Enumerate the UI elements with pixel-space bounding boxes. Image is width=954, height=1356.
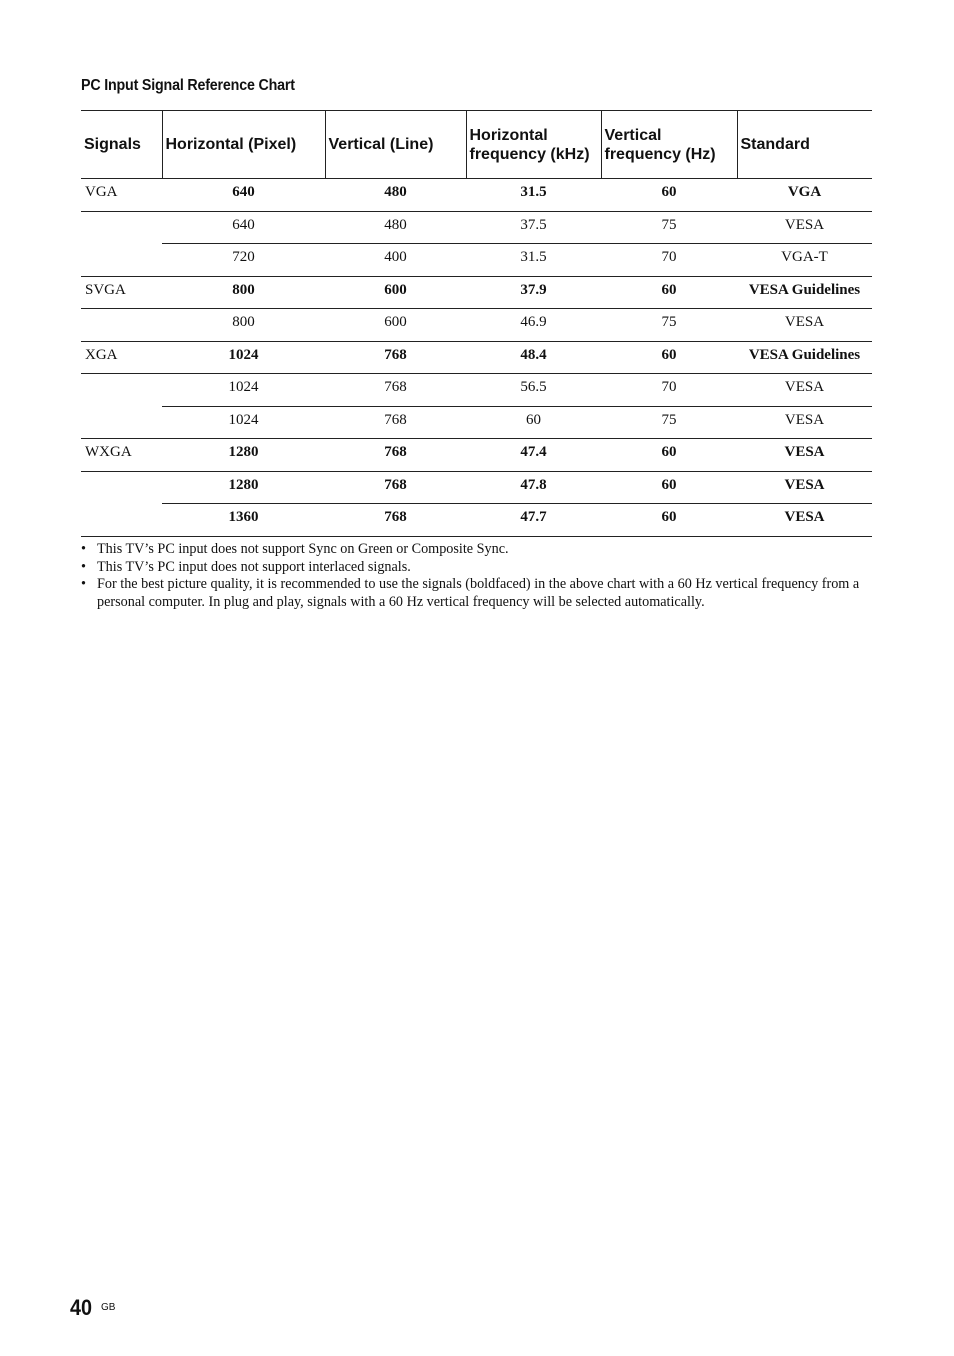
cell-vertical-frequency: 75 [601,211,737,244]
header-horizontal-frequency: Horizontal frequency (kHz) [466,111,601,179]
table-row [81,439,872,472]
cell-vertical-line: 768 [325,406,466,439]
table-row [81,471,872,504]
table-row [81,341,872,374]
cell-signal [81,504,162,537]
cell-horizontal-frequency: 47.7 [466,504,601,537]
cell-vertical-frequency: 75 [601,406,737,439]
cell-standard: VESA [737,471,872,504]
cell-signal [81,374,162,407]
note-text: For the best picture quality, it is recommended to use the signals (boldfaced) in the above chart with a 60 Hz vertical frequency from a personal computer. In plug and play, signals with a 60 Hz vertical frequency will be selected automatically. [97,576,860,610]
table-row [81,244,872,277]
cell-vertical-line: 480 [325,179,466,212]
cell-standard: VESA [737,211,872,244]
table-row [81,374,872,407]
cell-vertical-frequency: 70 [601,244,737,277]
page-number: 40 [70,1295,93,1320]
bullet-icon: • [81,576,86,592]
bullet-icon: • [81,558,86,575]
cell-horizontal-frequency: 60 [466,406,601,439]
cell-vertical-frequency: 60 [601,504,737,537]
cell-horizontal-frequency: 46.9 [466,309,601,342]
table-row [81,406,872,439]
note-text: This TV’s PC input does not support Sync on Green or Composite Sync. [97,541,509,557]
cell-horizontal-frequency: 31.5 [466,244,601,277]
cell-horizontal-pixel: 800 [162,309,325,342]
header-horizontal-pixel: Horizontal (Pixel) [162,111,325,179]
header-standard: Standard [737,111,872,179]
cell-horizontal-pixel: 1280 [162,471,325,504]
table-row [81,276,872,309]
cell-standard: VESA Guidelines [737,341,872,374]
cell-signal: WXGA [81,439,162,472]
cell-vertical-line: 768 [325,374,466,407]
cell-signal [81,211,162,244]
cell-horizontal-frequency: 37.9 [466,276,601,309]
cell-horizontal-pixel: 1024 [162,406,325,439]
cell-signal: VGA [81,179,162,212]
table-row [81,211,872,244]
cell-vertical-frequency: 60 [601,471,737,504]
cell-vertical-line: 768 [325,471,466,504]
note-item [81,559,881,577]
cell-signal [81,309,162,342]
cell-signal: XGA [81,341,162,374]
cell-horizontal-pixel: 1024 [162,374,325,407]
cell-horizontal-frequency: 56.5 [466,374,601,407]
cell-vertical-frequency: 75 [601,309,737,342]
signal-reference-table [81,110,872,537]
header-vertical-line: Vertical (Line) [325,111,466,179]
cell-horizontal-pixel: 1360 [162,504,325,537]
cell-horizontal-pixel: 1280 [162,439,325,472]
cell-standard: VESA [737,504,872,537]
cell-signal: SVGA [81,276,162,309]
cell-standard: VESA [737,439,872,472]
cell-standard: VGA [737,179,872,212]
cell-standard: VESA [737,406,872,439]
cell-vertical-line: 768 [325,439,466,472]
cell-horizontal-pixel: 640 [162,211,325,244]
cell-standard: VGA-T [737,244,872,277]
page-title: PC Input Signal Reference Chart [81,77,295,94]
table-row [81,179,872,212]
cell-vertical-line: 400 [325,244,466,277]
header-signals: Signals [81,111,162,179]
cell-horizontal-pixel: 720 [162,244,325,277]
cell-horizontal-frequency: 47.8 [466,471,601,504]
cell-standard: VESA [737,309,872,342]
cell-vertical-frequency: 60 [601,179,737,212]
cell-horizontal-pixel: 640 [162,179,325,212]
cell-vertical-line: 480 [325,211,466,244]
cell-signal [81,406,162,439]
table-header-row [81,111,872,179]
header-vertical-frequency: Vertical frequency (Hz) [601,111,737,179]
cell-vertical-frequency: 60 [601,439,737,472]
note-item [81,576,881,611]
table-row [81,309,872,342]
cell-horizontal-pixel: 800 [162,276,325,309]
cell-standard: VESA Guidelines [737,276,872,309]
table-body [81,179,872,537]
cell-vertical-frequency: 70 [601,374,737,407]
cell-horizontal-frequency: 47.4 [466,439,601,472]
cell-vertical-line: 768 [325,504,466,537]
bullet-icon: • [81,541,86,557]
cell-horizontal-frequency: 37.5 [466,211,601,244]
cell-standard: VESA [737,374,872,407]
note-item [81,541,881,559]
table-row [81,504,872,537]
cell-horizontal-frequency: 31.5 [466,179,601,212]
cell-signal [81,471,162,504]
cell-vertical-frequency: 60 [601,276,737,309]
cell-signal [81,244,162,277]
cell-vertical-line: 600 [325,276,466,309]
cell-horizontal-frequency: 48.4 [466,341,601,374]
notes-list [81,541,881,611]
cell-horizontal-pixel: 1024 [162,341,325,374]
cell-vertical-line: 600 [325,309,466,342]
note-text: This TV’s PC input does not support interlaced signals. [97,558,411,575]
cell-vertical-frequency: 60 [601,341,737,374]
cell-vertical-line: 768 [325,341,466,374]
page-region-code: GB [101,1302,116,1313]
